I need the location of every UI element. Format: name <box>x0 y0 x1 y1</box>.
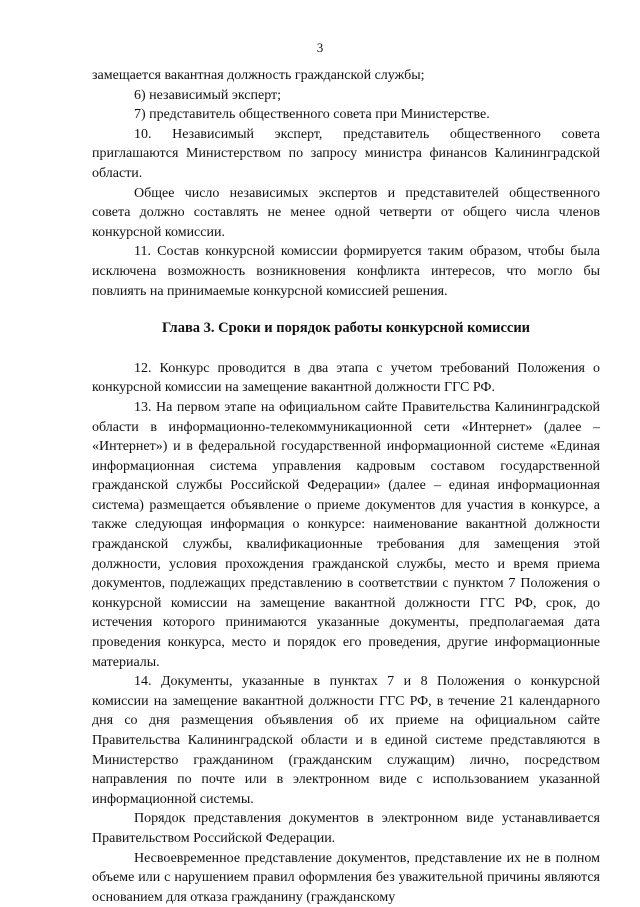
paragraph-item-7: 7) представитель общественного совета при Министерстве. <box>134 107 490 123</box>
page-number: 3 <box>316 40 324 55</box>
paragraph-electronic-order: Порядок представления документов в электронном виде устанавливается Правительством Российской Федерации. <box>92 811 600 846</box>
paragraph-14: 14. Документы, указанные в пунктах 7 и 8 Положения о конкурсной комиссии на замещение вакантной должности ГГС РФ, в течение 21 календарного дня со дня размещения объявления об их приеме на официальном сайте Правительства Калининградской области и в единой системе представляются в Министерство гражданином (гражданским служащим) лично, посредством направления по почте или в электронном виде с использованием указанной информационной системы. <box>92 674 600 807</box>
paragraph-12: 12. Конкурс проводится в два этапа с учетом требований Положения о конкурсной комиссии на замещение вакантной должности ГГС РФ. <box>92 360 600 396</box>
paragraph-late-submission: Несвоевременное представление документов, представление их не в полном объеме или с нарушением правил оформления без уважительной причины являются основанием для отказа гражданину (гражданскому <box>92 850 600 905</box>
paragraph-11: 11. Состав конкурсной комиссии формируется таким образом, чтобы была исключена возможность возникновения конфликта интересов, что могло бы повлиять на принимаемые конкурсной комиссией решения. <box>92 244 600 299</box>
paragraph-10: 10. Независимый эксперт, представитель общественного совета приглашаются Министерством по запросу министра финансов Калининградской области. <box>92 126 600 181</box>
paragraph-continuation: замещается вакантная должность гражданской службы; <box>92 68 425 83</box>
paragraph-experts-share: Общее число независимых экспертов и представителей общественного совета должно составлять не менее одной четверти от общего числа членов конкурсной комиссии. <box>92 185 600 240</box>
chapter-heading: Глава 3. Сроки и порядок работы конкурсной комиссии <box>161 320 531 337</box>
paragraph-13: 13. На первом этапе на официальном сайте Правительства Калининградской области в информационно-телекоммуникационной сети «Интернет» (далее – «Интернет») и в федеральной государственной информационной системе «Единая информационная система управления кадровым составом государственной гражданской службы Российской Федерации» (далее – единая информационная система) размещается объявление о приеме документов для участия в конкурсе, а также следующая информация о конкурсе: наименование вакантной должности гражданской службы, квалификационные требования для замещения этой должности, условия прохождения гражданской службы, место и время приема документов, подлежащих представлению в соответствии с пунктом 7 Положения о конкурсной комиссии на замещение вакантной должности ГГС РФ, срок, до истечения которого принимаются указанные документы, предполагаемая дата проведения конкурса, место и порядок его проведения, другие информационные материалы. <box>92 399 600 670</box>
document-body <box>92 66 600 907</box>
paragraph-item-6: 6) независимый эксперт; <box>134 87 282 103</box>
